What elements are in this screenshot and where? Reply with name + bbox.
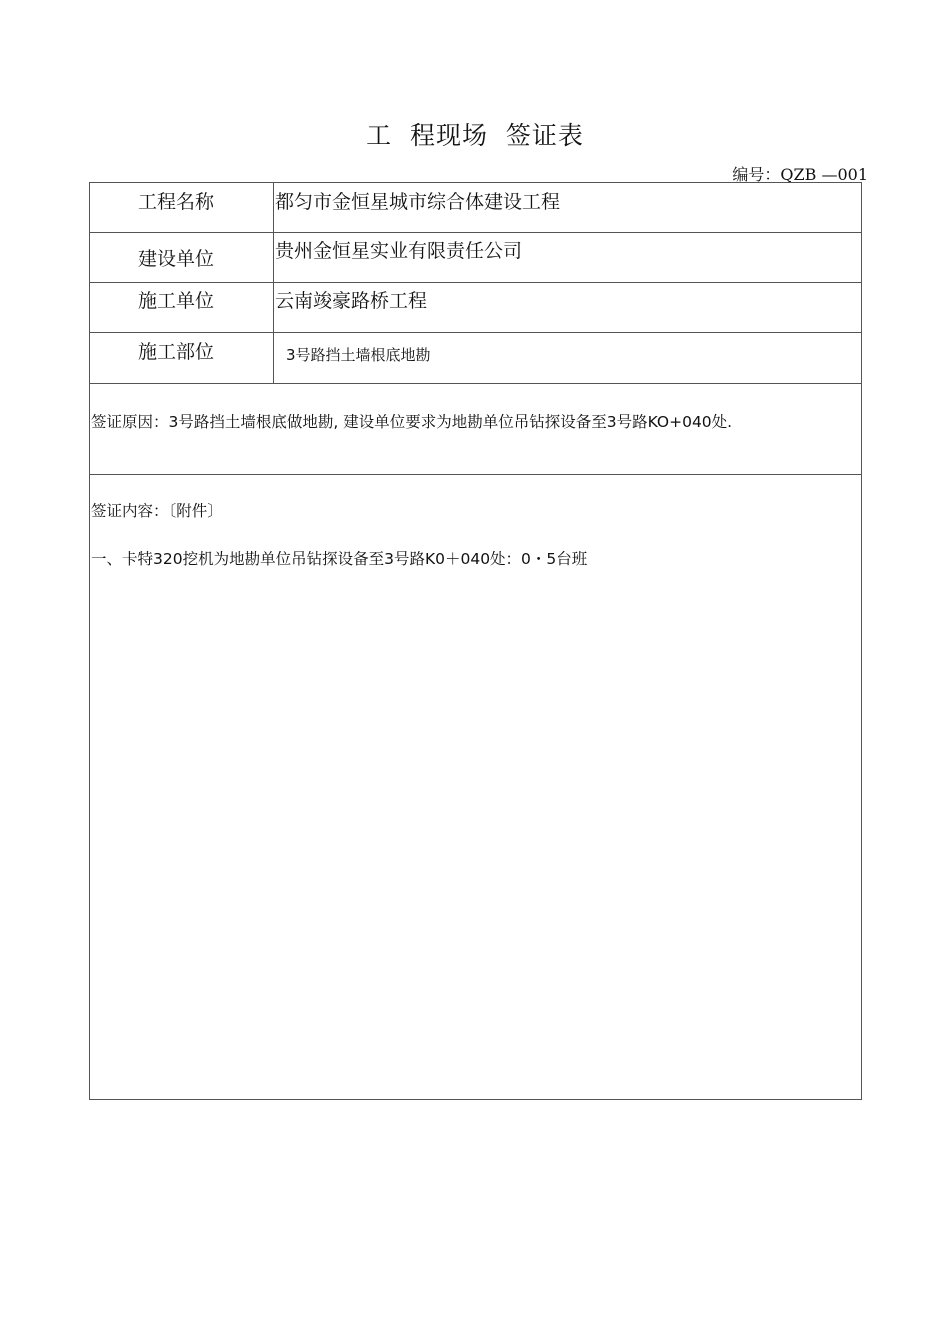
client-value: 贵州金恒星实业有限责任公司 [275,240,523,262]
visa-reason: 签证原因：3号路挡土墙根底做地勘, 建设单位要求为地勘单位吊钻探设备至3号路KO+040处. [91,413,733,431]
project-name-value: 都匀市金恒星城市综合体建设工程 [275,191,561,213]
row-divider [90,474,861,475]
contractor-value: 云南竣豪路桥工程 [275,290,428,312]
visa-content-item: 一、卡特320挖机为地勘单位吊钻探设备至3号路K0＋040处：0・5台班 [91,550,588,568]
contractor-label: 施工单位 [138,290,215,312]
row-divider [90,383,861,384]
row-divider [90,282,861,283]
row-divider [90,232,861,233]
form-title: 工 程现场 签证表 [366,121,584,150]
work-location-value: 3号路挡土墙根底地勘 [286,346,431,364]
serial-number: 编号：QZB —001 [732,165,868,184]
work-location-label: 施工部位 [138,341,215,363]
visa-content-heading: 签证内容：〔附件〕 [91,502,223,520]
client-label: 建设单位 [138,248,215,270]
project-name-label: 工程名称 [138,191,215,213]
visa-form-table [89,182,862,1100]
column-divider [273,183,274,383]
row-divider [90,332,861,333]
